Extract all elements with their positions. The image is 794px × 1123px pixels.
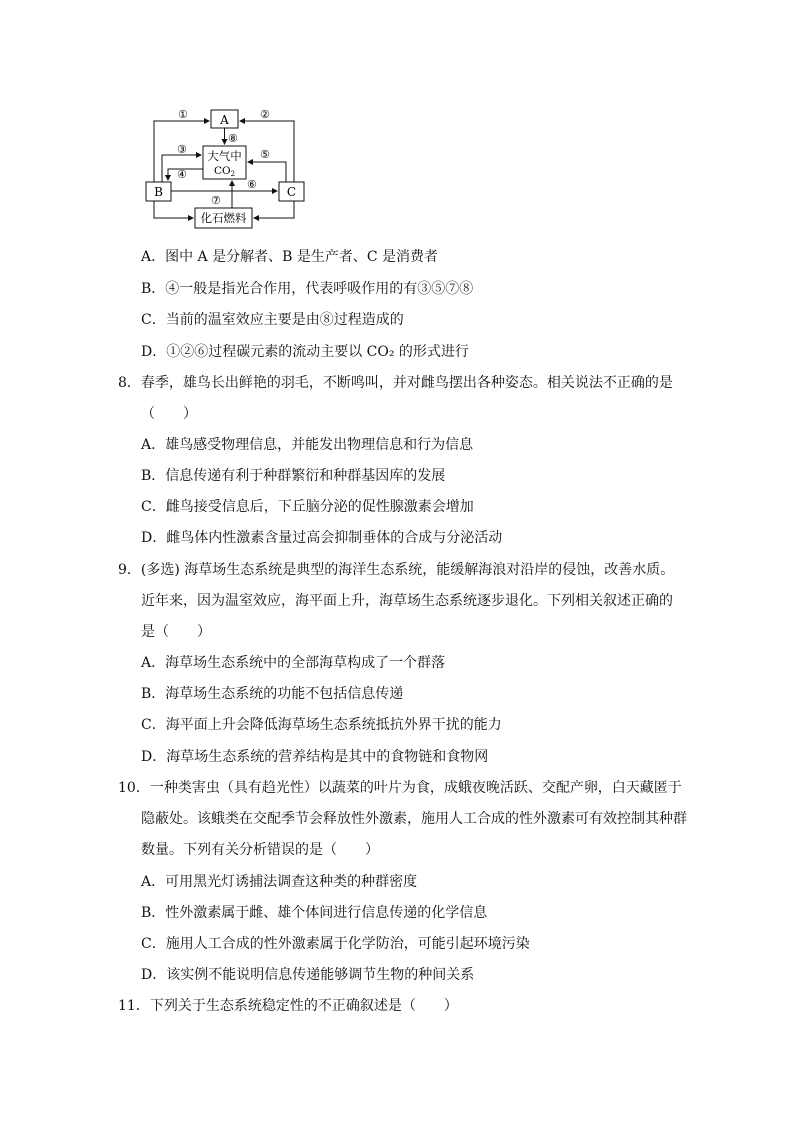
q10-option-b: B．性外激素属于雌、雄个体间进行信息传递的化学信息 — [141, 905, 488, 921]
arrow-b-fossil — [154, 201, 193, 218]
q9-option-a: A．海草场生态系统中的全部海草构成了一个群落 — [141, 655, 446, 671]
marker-5: ⑤ — [260, 148, 270, 161]
node-b-label: B — [154, 185, 163, 199]
q9-stem-line3: 是（ ） — [141, 624, 211, 640]
q7-option-d: D．①②⑥过程碳元素的流动主要以 CO₂ 的形式进行 — [141, 344, 469, 360]
q10-option-a: A．可用黑光灯诱捕法调查这种类的种群密度 — [141, 874, 418, 890]
q7-option-b: B．④一般是指光合作用，代表呼吸作用的有③⑤⑦⑧ — [141, 281, 474, 297]
q8-option-c: C．雌鸟接受信息后，下丘脑分泌的促性腺激素会增加 — [141, 499, 474, 515]
q10-stem-line2: 隐蔽处。该蛾类在交配季节会释放性外激素，施用人工合成的性外激素可有效控制其种群 — [141, 811, 687, 827]
q7-option-c: C．当前的温室效应主要是由⑧过程造成的 — [141, 312, 404, 328]
q8-stem-line2: （ ） — [141, 406, 197, 422]
q9-option-d: D．海草场生态系统的营养结构是其中的食物链和食物网 — [141, 749, 489, 765]
marker-1: ① — [178, 108, 188, 121]
marker-6: ⑥ — [247, 178, 257, 191]
q9-stem-line2: 近年来，因为温室效应，海平面上升，海草场生态系统逐步退化。下列相关叙述正确的 — [141, 593, 673, 609]
node-c-label: C — [286, 185, 297, 199]
q7-option-a: A．图中 A 是分解者、B 是生产者、C 是消费者 — [141, 249, 439, 265]
marker-7: ⑦ — [211, 194, 221, 207]
q9-stem-line1: 9．(多选) 海草场生态系统是典型的海洋生态系统，能缓解海浪对沿岸的侵蚀，改善水质。 — [118, 562, 675, 578]
q11-stem-line1: 11．下列关于生态系统稳定性的不正确叙述是（ ） — [118, 998, 458, 1014]
q10-stem-line1: 10．一种类害虫（具有趋光性）以蔬菜的叶片为食，成蛾夜晚活跃、交配产卵，白天藏匿于 — [118, 780, 682, 796]
q10-option-d: D．该实例不能说明信息传递能够调节生物的种间关系 — [141, 967, 475, 983]
arrow-c-fossil — [254, 201, 294, 218]
node-a-label: A — [220, 113, 229, 127]
q9-option-c: C．海平面上升会降低海草场生态系统抵抗外界干扰的能力 — [141, 717, 502, 733]
atmosphere-label-line1: 大气中 — [207, 149, 242, 163]
q10-option-c: C．施用人工合成的性外激素属于化学防治，可能引起环境污染 — [141, 936, 530, 952]
atmosphere-label-line2: CO2 — [213, 165, 236, 178]
marker-3: ③ — [177, 143, 187, 156]
marker-2: ② — [260, 108, 270, 121]
marker-4: ④ — [177, 168, 187, 181]
marker-8: ⑧ — [228, 132, 238, 145]
q8-option-a: A．雄鸟感受物理信息，并能发出物理信息和行为信息 — [141, 437, 474, 453]
fossil-label: 化石燃料 — [200, 211, 247, 225]
q9-option-b: B．海草场生态系统的功能不包括信息传递 — [141, 686, 404, 702]
carbon-cycle-diagram — [140, 102, 320, 234]
q10-stem-line3: 数量。下列有关分析错误的是（ ） — [141, 842, 379, 858]
q8-stem-line1: 8．春季，雄鸟长出鲜艳的羽毛，不断鸣叫，并对雌鸟摆出各种姿态。相关说法不正确的是 — [118, 375, 673, 391]
q8-option-b: B．信息传递有利于种群繁衍和种群基因库的发展 — [141, 468, 446, 484]
q8-option-d: D．雌鸟体内性激素含量过高会抑制垂体的合成与分泌活动 — [141, 530, 503, 546]
